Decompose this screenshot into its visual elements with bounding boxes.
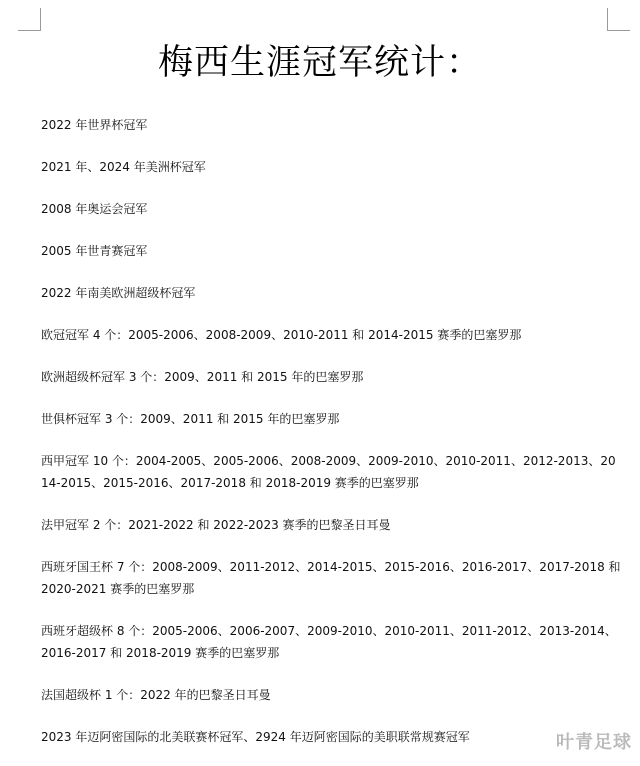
- list-item: 欧洲超级杯冠军 3 个：2009、2011 和 2015 年的巴塞罗那: [41, 370, 364, 384]
- list-item: 2021 年、2024 年美洲杯冠军: [41, 160, 206, 174]
- list-item: 2023 年迈阿密国际的北美联赛杯冠军、2924 年迈阿密国际的美职联常规赛冠军: [41, 730, 470, 744]
- list-item: 2008 年奥运会冠军: [41, 202, 148, 216]
- list-item: 世俱杯冠军 3 个：2009、2011 和 2015 年的巴塞罗那: [41, 412, 340, 426]
- list-item: 2022 年世界杯冠军: [41, 118, 148, 132]
- list-item: 西班牙国王杯 7 个：2008-2009、2011-2012、2014-2015、2015-2016、2016-2017、2017-2018 和 2020-2021 赛季的巴塞罗那: [41, 560, 621, 596]
- championship-list: [41, 114, 621, 748]
- page-corner-mark-top-left: [18, 8, 41, 31]
- list-item: 法甲冠军 2 个：2021-2022 和 2022-2023 赛季的巴黎圣日耳曼: [41, 518, 391, 532]
- list-item: 西甲冠军 10 个：2004-2005、2005-2006、2008-2009、2009-2010、2010-2011、2012-2013、2014-2015、2015-2016、2017-2018 和 2018-2019 赛季的巴塞罗那: [41, 454, 616, 490]
- list-item: 欧冠冠军 4 个：2005-2006、2008-2009、2010-2011 和 2014-2015 赛季的巴塞罗那: [41, 328, 522, 342]
- list-item: 2005 年世青赛冠军: [41, 244, 148, 258]
- list-item: 法国超级杯 1 个：2022 年的巴黎圣日耳曼: [41, 688, 271, 702]
- watermark: 叶青足球: [556, 732, 632, 753]
- list-item: 西班牙超级杯 8 个：2005-2006、2006-2007、2009-2010、2010-2011、2011-2012、2013-2014、2016-2017 和 2018-2019 赛季的巴塞罗那: [41, 624, 617, 660]
- page-corner-mark-top-right: [607, 8, 630, 31]
- list-item: 2022 年南美欧洲超级杯冠军: [41, 286, 196, 300]
- page-title: 梅西生涯冠军统计：: [157, 43, 482, 83]
